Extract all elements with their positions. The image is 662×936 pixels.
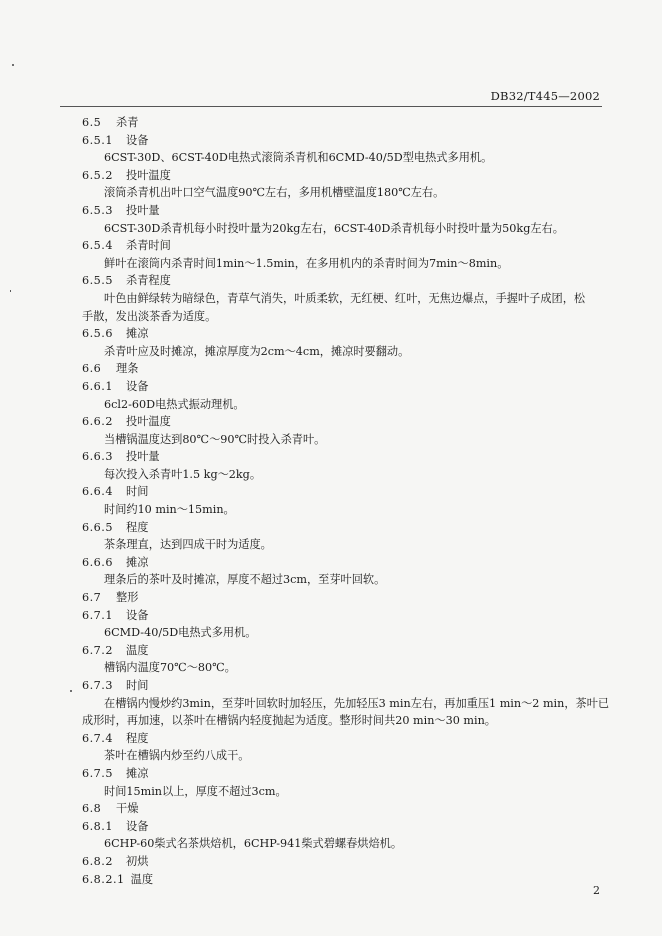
subsection-heading <box>82 519 602 537</box>
clause-number: 6.7.1 <box>82 608 113 622</box>
paragraph-line: 茶条理直，达到四成干时为适度。 <box>104 538 272 552</box>
clause-title: 设备 <box>126 379 149 393</box>
page-number: 2 <box>593 884 600 897</box>
clause-number: 6.6.5 <box>82 520 113 534</box>
clause-number: 6.7.3 <box>82 679 113 692</box>
clause-number: 6.8 <box>82 802 102 816</box>
paragraph-line: 6CHP-60柴式名茶烘焙机，6CHP-941柴式碧螺春烘焙机。 <box>104 837 403 851</box>
paragraph-line: 在槽锅内慢炒约3min，至芽叶回软时加轻压，先加轻压3 min左右，再加重压1 min～2 min，茶叶已 <box>104 696 610 710</box>
clause-title: 程度 <box>126 520 149 534</box>
scan-speck <box>12 64 14 66</box>
scan-speck <box>70 690 72 692</box>
clause-title: 干燥 <box>116 802 139 816</box>
subsection-heading <box>82 642 602 660</box>
section-heading <box>82 800 602 818</box>
clause-title: 摊凉 <box>126 327 149 341</box>
clause-number: 6.7 <box>82 591 102 605</box>
paragraph-line: 6CST-30D、6CST-40D电热式滚筒杀青机和6CMD-40/5D型电热式多用机。 <box>104 151 493 165</box>
paragraph-line: 理条后的茶叶及时摊凉，厚度不超过3cm，至芽叶回软。 <box>104 573 386 587</box>
clause-number: 6.7.4 <box>82 731 113 745</box>
clause-number: 6.8.2 <box>82 854 113 868</box>
clause-title: 设备 <box>126 819 149 833</box>
header-rule <box>60 106 602 107</box>
subsection-heading <box>82 448 602 466</box>
paragraph-line: 槽锅内温度70℃～80℃。 <box>104 661 236 675</box>
paragraph-line: 6CST-30D杀青机每小时投叶量为20kg左右，6CST-40D杀青机每小时投叶量为50kg左右。 <box>104 221 564 235</box>
clause-number: 6.6 <box>82 362 102 376</box>
subsection-heading <box>82 818 602 836</box>
paragraph-line: 6CMD-40/5D电热式多用机。 <box>104 626 257 640</box>
subsection-heading <box>82 413 602 431</box>
clause-number: 6.6.4 <box>82 485 113 499</box>
subsection-heading <box>82 325 602 343</box>
clause-number: 6.5.5 <box>82 274 113 288</box>
clause-number: 6.6.2 <box>82 415 113 429</box>
paragraph-line: 茶叶在槽锅内炒至约八成干。 <box>104 749 250 763</box>
section-heading <box>82 360 602 378</box>
paragraph-line: 每次投入杀青叶1.5 kg～2kg。 <box>104 467 262 481</box>
paragraph-line: 滚筒杀青机出叶口空气温度90℃左右，多用机槽壁温度180℃左右。 <box>104 186 445 200</box>
subsection-heading <box>82 237 602 255</box>
paragraph-line: 时间15min以上，厚度不超过3cm。 <box>104 784 287 798</box>
subsection-heading <box>82 871 602 889</box>
subsection-heading <box>82 765 602 783</box>
subsection-heading <box>82 554 602 572</box>
paragraph-line: 当槽锅温度达到80℃～90℃时投入杀青叶。 <box>104 432 326 446</box>
document-code: DB32/T445—2002 <box>490 89 600 103</box>
subsection-heading <box>82 202 602 220</box>
clause-number: 6.5.3 <box>82 203 113 217</box>
clause-number: 6.5.2 <box>82 168 113 182</box>
clause-number: 6.7.2 <box>82 643 113 657</box>
clause-title: 投叶温度 <box>126 168 171 182</box>
clause-number: 6.6.1 <box>82 379 113 393</box>
subsection-heading <box>82 853 602 871</box>
clause-title: 设备 <box>126 608 149 622</box>
subsection-heading <box>82 483 602 501</box>
paragraph-line: 时间约10 min～15min。 <box>104 503 235 517</box>
section-heading <box>82 114 602 132</box>
clause-title: 时间 <box>126 679 149 692</box>
clause-title: 投叶量 <box>126 203 160 217</box>
clause-number: 6.7.5 <box>82 766 113 780</box>
clause-title: 理条 <box>116 362 139 376</box>
clause-title: 摊凉 <box>126 555 149 569</box>
subsection-heading <box>82 378 602 396</box>
clause-title: 程度 <box>126 731 149 745</box>
subsection-heading <box>82 677 602 695</box>
subsection-heading <box>82 167 602 185</box>
clause-number: 6.5.6 <box>82 327 113 341</box>
clause-title: 温度 <box>126 643 149 657</box>
clause-title: 杀青程度 <box>126 274 171 288</box>
subsection-heading <box>82 730 602 748</box>
clause-number: 6.8.2.1 <box>82 872 125 886</box>
clause-title: 杀青 <box>116 116 139 129</box>
clause-title: 时间 <box>126 485 149 499</box>
clause-number: 6.5.1 <box>82 133 113 147</box>
paragraph-continuation: 成形时，再加速，以茶叶在槽锅内轻度抛起为适度。整形时间共20 min～30 min。 <box>82 714 496 728</box>
section-heading <box>82 589 602 607</box>
subsection-heading <box>82 607 602 625</box>
paragraph-line: 叶色由鲜绿转为暗绿色，青草气消失，叶质柔软，无红梗、红叶，无焦边爆点，手握叶子成团，松 <box>104 291 586 305</box>
clause-number: 6.8.1 <box>82 819 113 833</box>
clause-number: 6.6.6 <box>82 555 113 569</box>
document-body <box>82 114 610 888</box>
clause-title: 投叶温度 <box>126 415 171 429</box>
scan-speck <box>10 290 11 292</box>
clause-title: 投叶量 <box>126 450 160 464</box>
paragraph-line: 杀青叶应及时摊凉，摊凉厚度为2cm～4cm，摊凉时要翻动。 <box>104 344 410 358</box>
subsection-heading <box>82 272 602 290</box>
clause-title: 杀青时间 <box>126 239 171 253</box>
clause-title: 设备 <box>126 133 149 147</box>
clause-number: 6.6.3 <box>82 450 113 464</box>
subsection-heading <box>82 132 602 150</box>
paragraph-continuation: 手散，发出淡茶香为适度。 <box>82 309 217 323</box>
clause-title: 摊凉 <box>126 766 149 780</box>
clause-number: 6.5.4 <box>82 239 113 253</box>
paragraph-line: 鲜叶在滚筒内杀青时间1min～1.5min，在多用机内的杀青时间为7min～8min。 <box>104 256 509 270</box>
clause-title: 初烘 <box>126 854 149 868</box>
clause-title: 温度 <box>130 872 154 886</box>
clause-title: 整形 <box>116 591 139 605</box>
clause-number: 6.5 <box>82 116 102 129</box>
paragraph-line: 6cl2-60D电热式振动理机。 <box>104 397 245 411</box>
